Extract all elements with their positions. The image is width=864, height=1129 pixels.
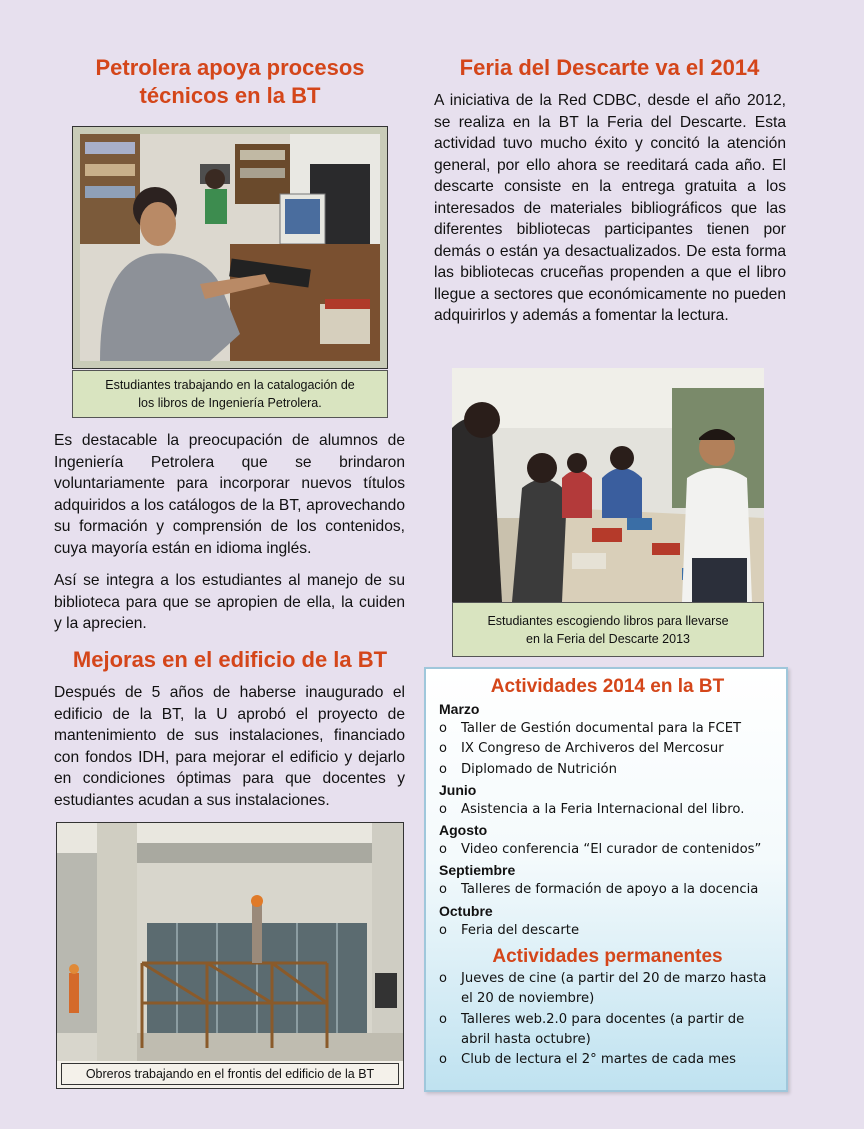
permanent-activity-item bbox=[439, 1050, 776, 1070]
caption-catalog bbox=[72, 370, 388, 418]
bullet-icon: o bbox=[439, 882, 447, 898]
bullet-icon: o bbox=[439, 1052, 447, 1068]
bullet-icon: o bbox=[439, 741, 447, 757]
activity-text: Taller de Gestión documental para la FCET bbox=[461, 721, 742, 736]
bullet-icon: o bbox=[439, 1011, 447, 1027]
month-label: Octubre bbox=[439, 902, 493, 919]
photo-catalog-students bbox=[72, 126, 388, 369]
activities-2014-box bbox=[424, 667, 788, 1092]
activity-text: Talleres web.2.0 para docentes (a partir de abril hasta octubre) bbox=[461, 1011, 745, 1047]
activity-item bbox=[439, 760, 776, 780]
activity-text: Jueves de cine (a partir del 20 de marzo hasta el 20 de noviembre) bbox=[461, 971, 767, 1007]
activity-item bbox=[439, 880, 776, 900]
bullet-icon: o bbox=[439, 721, 447, 736]
students-computer-image bbox=[80, 134, 380, 361]
heading-feria: Feria del Descarte va el 2014 bbox=[459, 55, 760, 80]
activity-text: Asistencia a la Feria Internacional del libro. bbox=[461, 801, 745, 817]
activity-text: Feria del descarte bbox=[461, 922, 580, 938]
photo-book-fair bbox=[452, 368, 764, 658]
caption-building: Obreros trabajando en el frontis del edificio de la BT bbox=[61, 1063, 399, 1085]
activities-months bbox=[439, 699, 776, 941]
month-label: Agosto bbox=[439, 822, 488, 839]
paragraph-building-improvements: Después de 5 años de haberse inaugurado el edificio de la BT, la U aprobó el proyecto de mantenimiento de sus instalaciones, financiado con fondos IDH, para mejorar el edificio y dejarlo en condiciones óptimas para que docentes y estudiantes acudan a sus instalaciones. bbox=[54, 684, 405, 809]
heading-petrolera bbox=[55, 54, 405, 110]
month-label: Marzo bbox=[439, 701, 480, 717]
permanent-activities-list bbox=[439, 969, 776, 1070]
heading-line: Petrolera apoya procesos bbox=[95, 55, 365, 80]
photo-building-workers bbox=[56, 822, 404, 1089]
caption-line: Estudiantes escogiendo libros para llevarse bbox=[487, 613, 729, 628]
activity-text: Diplomado de Nutrición bbox=[461, 761, 617, 777]
bullet-icon: o bbox=[439, 801, 447, 817]
month-label: Septiembre bbox=[439, 862, 516, 879]
paragraph-integration: Así se integra a los estudiantes al manejo de su biblioteca para que se apropien de ella, la cuiden y la aprecien. bbox=[54, 572, 405, 632]
caption-line: los libros de Ingeniería Petrolera. bbox=[138, 396, 322, 410]
bullet-icon: o bbox=[439, 761, 447, 777]
permanent-activity-item bbox=[439, 1010, 776, 1051]
permanent-activities-title: Actividades permanentes bbox=[492, 946, 723, 968]
bullet-icon: o bbox=[439, 842, 447, 858]
activity-item bbox=[439, 921, 776, 941]
heading-mejoras: Mejoras en el edificio de la BT bbox=[72, 647, 388, 672]
paragraph-feria-descarte: A iniciativa de la Red CDBC, desde el año 2012, se realiza en la BT la Feria del Descarte. Esta actividad tuvo mucho éxito y concitó la atención general, por ello ahora se reeditará cada año. El descarte consiste en la entrega gratuita a los interesados de materiales bibliográficos que las diferentes bibliotecas participantes tienen por demás o están ya desactualizados. De esta forma las bibliotecas cruceñas propenden a que el libro llegue a sectores que económicamente no pueden adquirirlos y además a fomentar la lectura. bbox=[434, 92, 786, 324]
permanent-activity-item bbox=[439, 969, 776, 1010]
activity-item bbox=[439, 840, 776, 860]
activities-title: Actividades 2014 en la BT bbox=[490, 676, 725, 697]
activity-text: Club de lectura el 2° martes de cada mes bbox=[461, 1052, 737, 1068]
bullet-icon: o bbox=[439, 971, 447, 987]
activity-item bbox=[439, 800, 776, 820]
activity-text: Talleres de formación de apoyo a la docencia bbox=[461, 882, 759, 898]
caption-line: Estudiantes trabajando en la catalogación de bbox=[105, 378, 355, 392]
book-fair-image bbox=[452, 368, 764, 602]
paragraph-students-volunteer: Es destacable la preocupación de alumnos de Ingeniería Petrolera que se brindaron voluntariamente para incorporar nuevos títulos adquiridos a los catálogos de la BT, aprovechando su formación y comprensión de los contenidos, cuya mayoría están en idioma inglés. bbox=[54, 432, 405, 557]
caption-book-fair bbox=[452, 602, 764, 657]
building-scaffold-image bbox=[57, 823, 403, 1061]
bullet-icon: o bbox=[439, 922, 447, 938]
month-label: Junio bbox=[439, 781, 477, 798]
activity-text: IX Congreso de Archiveros del Mercosur bbox=[461, 741, 724, 757]
activity-item bbox=[439, 739, 776, 759]
caption-line: en la Feria del Descarte 2013 bbox=[526, 631, 690, 646]
activity-item bbox=[439, 719, 776, 739]
activity-text: Video conferencia “El curador de contenidos” bbox=[461, 842, 762, 858]
heading-line: técnicos en la BT bbox=[139, 82, 321, 108]
